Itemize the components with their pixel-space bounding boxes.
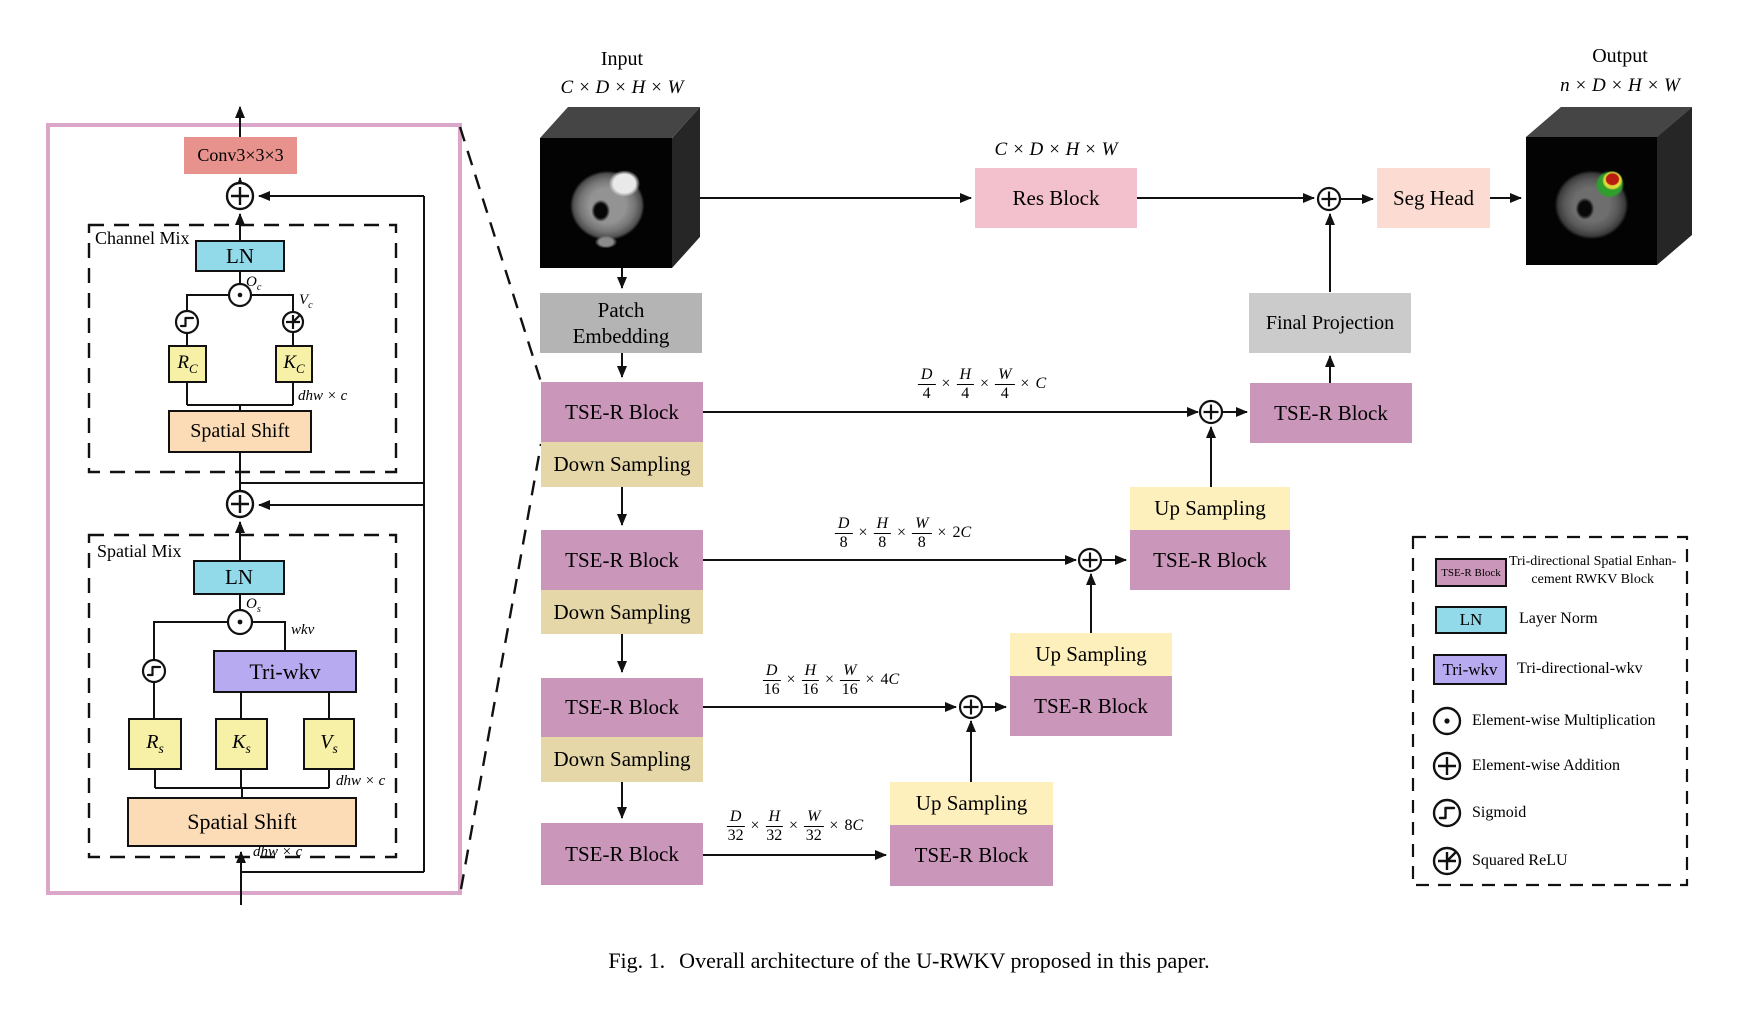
input-cube-top-face — [540, 107, 700, 138]
input-dims: C × D × H × W — [560, 77, 684, 98]
skip-dim-label-1: $\frac{D}{4}$ × $\frac{H}{4}$ × $\frac{W}{4}$ × C — [918, 366, 1046, 403]
ks-box: $K_s$ — [215, 718, 268, 770]
add-icon — [1318, 188, 1340, 210]
seg-head-block: Seg Head — [1377, 168, 1490, 228]
input-title: Input — [600, 48, 644, 70]
encoder-tse-block-4: TSE-R Block — [541, 823, 703, 885]
tri-wkv-box: Tri-wkv — [213, 650, 357, 693]
decoder-tse-block-2: TSE-R Block — [1130, 530, 1290, 590]
skip-dim-label-4: $\frac{D}{32}$ × $\frac{H}{32}$ × $\frac{W}{32}$ × 8C — [727, 808, 864, 844]
input-brain-mri — [540, 138, 672, 268]
add-icon — [1200, 401, 1222, 423]
kc-box: $K_C$ — [275, 345, 313, 383]
decoder-tse-block-1: TSE-R Block — [1250, 383, 1412, 443]
os-label: $O_s$ — [246, 596, 261, 615]
vs-box: $V_s$ — [303, 718, 355, 770]
squared-relu-icon — [283, 312, 303, 332]
conv-box: Conv3×3×3 — [184, 137, 297, 174]
encoder-tse-block-2: TSE-R Block — [541, 530, 703, 590]
output-title: Output — [1592, 45, 1648, 67]
spatial-mix-label: Spatial Mix — [97, 541, 182, 561]
legend-sigmoid-label: Sigmoid — [1472, 804, 1527, 821]
legend-triwkv-label: Tri-directional-wkv — [1517, 660, 1643, 677]
layer-norm-box: LN — [195, 240, 285, 272]
down-sampling-block-2: Down Sampling — [541, 590, 703, 634]
up-sampling-block-2: Up Sampling — [1130, 487, 1290, 530]
legend-add-label: Element-wise Addition — [1472, 757, 1620, 774]
wkv-label: wkv — [291, 622, 315, 638]
sigmoid-icon — [1432, 798, 1462, 828]
oc-label: $O_c$ — [246, 274, 262, 293]
patch-embedding-block: Patch Embedding — [540, 293, 702, 353]
dhwc-label-spatial-input: dhw × c — [253, 844, 303, 860]
sigmoid-icon — [176, 311, 198, 333]
squared-relu-icon — [1432, 846, 1462, 876]
zoom-projection-line-bottom — [461, 444, 541, 889]
dhwc-label-spatial-inner: dhw × c — [336, 773, 386, 789]
legend-multiply-label: Element-wise Multiplication — [1472, 712, 1656, 729]
sigmoid-icon — [143, 660, 165, 682]
res-block: Res Block — [975, 168, 1137, 228]
layer-norm-box: LN — [193, 560, 285, 595]
down-sampling-block-1: Down Sampling — [541, 442, 703, 487]
skip-dim-label-3: $\frac{D}{16}$ × $\frac{H}{16}$ × $\frac{W}{16}$ × 4C — [763, 662, 900, 698]
legend-tse-label: Tri-directional Spatial Enhan- cement RWKV Block — [1509, 554, 1677, 587]
channel-mix-label: Channel Mix — [95, 228, 190, 248]
rs-box: $R_s$ — [128, 718, 182, 770]
decoder-tse-block-4: TSE-R Block — [890, 825, 1053, 886]
multiply-icon — [1432, 706, 1462, 736]
add-icon — [227, 491, 253, 517]
encoder-tse-block-3: TSE-R Block — [541, 678, 703, 737]
vc-label: $V_c$ — [299, 292, 313, 311]
final-projection-block: Final Projection — [1249, 293, 1411, 353]
legend — [1413, 537, 1687, 885]
up-sampling-block-4: Up Sampling — [890, 782, 1053, 825]
spatial-shift-box-channel: Spatial Shift — [168, 410, 312, 453]
dhwc-label-channel: dhw × c — [298, 388, 348, 404]
res-block-dims: C × D × H × W — [994, 139, 1118, 160]
skip-dim-label-2: $\frac{D}{8}$ × $\frac{H}{8}$ × $\frac{W}{8}$ × 2C — [835, 515, 971, 552]
legend-ln-label: Layer Norm — [1519, 610, 1598, 627]
decoder-tse-block-3: TSE-R Block — [1010, 676, 1172, 736]
encoder-tse-block-1: TSE-R Block — [541, 382, 703, 442]
add-icon — [227, 183, 253, 209]
legend-squared-relu-label: Squared ReLU — [1472, 852, 1568, 869]
legend-tse-swatch: TSE-R Block — [1435, 558, 1507, 587]
figure-caption: Fig. 1. Overall architecture of the U-RWKV proposed in this paper. — [608, 948, 1210, 973]
rc-box: $R_C$ — [168, 345, 207, 383]
up-sampling-block-3: Up Sampling — [1010, 633, 1172, 676]
add-icon — [960, 696, 982, 718]
legend-ln-swatch: LN — [1435, 606, 1507, 634]
output-brain-mri-segmented — [1526, 137, 1657, 265]
spatial-shift-box-spatial: Spatial Shift — [127, 797, 357, 847]
output-dims: n × D × H × W — [1560, 75, 1680, 96]
zoom-projection-line-top — [460, 127, 541, 382]
add-icon — [1079, 549, 1101, 571]
down-sampling-block-3: Down Sampling — [541, 737, 703, 782]
legend-triwkv-swatch: Tri-wkv — [1433, 654, 1507, 685]
add-icon — [1432, 751, 1462, 781]
